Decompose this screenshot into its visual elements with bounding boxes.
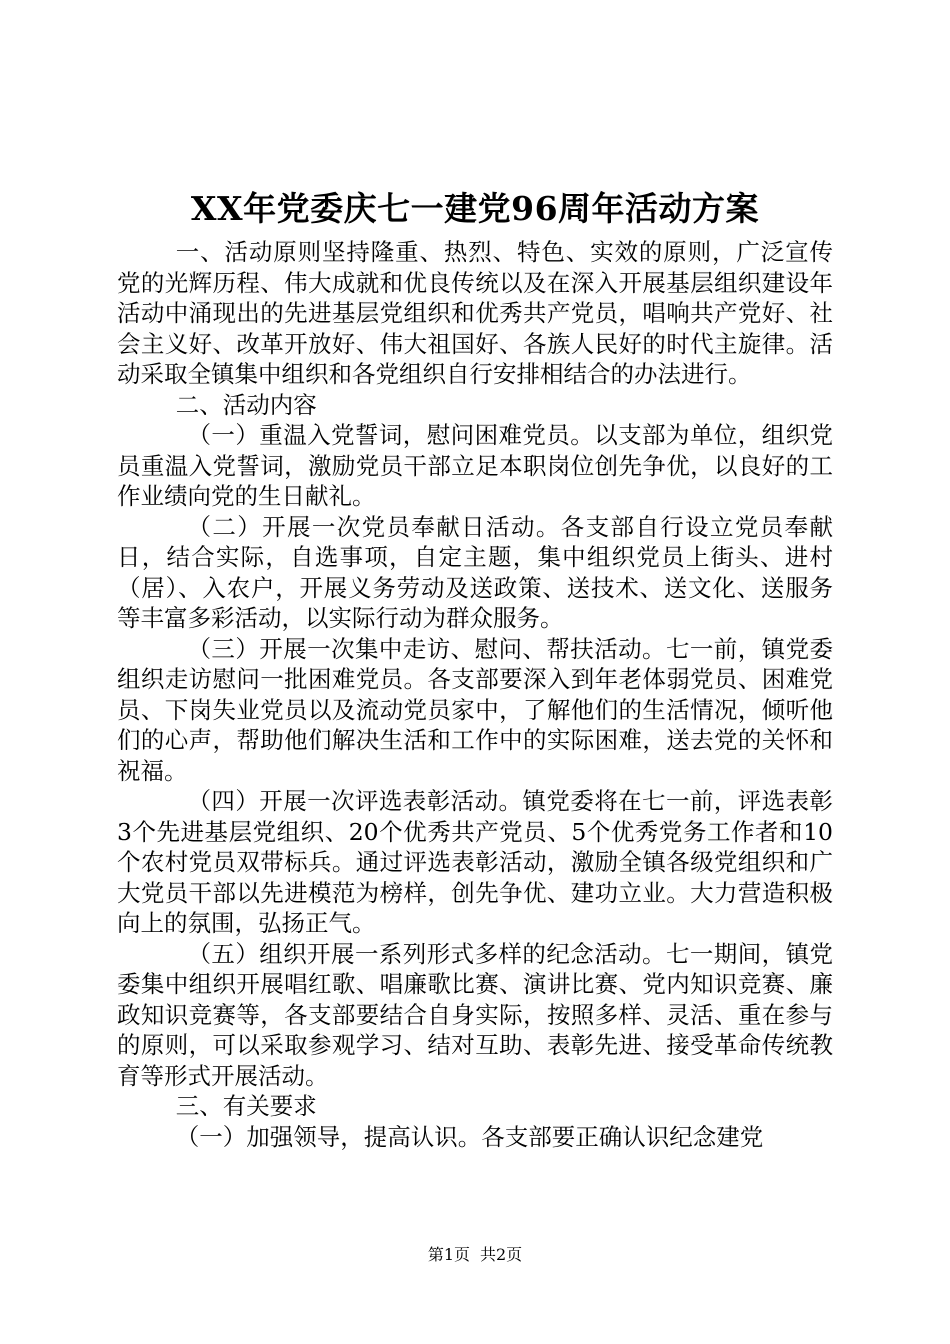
page-number-current: 第1页 bbox=[427, 1245, 470, 1264]
document-body bbox=[117, 237, 833, 1152]
page-number-total: 共2页 bbox=[480, 1245, 523, 1264]
document-title: XX年党委庆七一建党96周年活动方案 bbox=[190, 189, 760, 228]
paragraph-item-5: （五）组织开展一系列形式多样的纪念活动。七一期间，镇党委集中组织开展唱红歌、唱廉歌比赛、演讲比赛、党内知识竞赛、廉政知识竞赛等，各支部要结合自身实际，按照多样、灵活、重在参与的原则，可以采取参观学习、结对互助、表彰先进、接受革命传统教育等形式开展活动。 bbox=[117, 939, 833, 1090]
page-footer bbox=[0, 1244, 950, 1266]
section-heading-requirements: 三、有关要求 bbox=[175, 1092, 317, 1120]
paragraph-requirement-1: （一）加强领导，提高认识。各支部要正确认识纪念建党 bbox=[175, 1122, 764, 1151]
paragraph-item-1: （一）重温入党誓词，慰问困难党员。以支部为单位，组织党员重温入党誓词，激励党员干部立足本职岗位创先争优，以良好的工作业绩向党的生日献礼。 bbox=[117, 421, 833, 510]
section-heading-content: 二、活动内容 bbox=[175, 390, 317, 419]
paragraph-item-3: （三）开展一次集中走访、慰问、帮扶活动。七一前，镇党委组织走访慰问一批困难党员。各支部要深入到年老体弱党员、困难党员、下岗失业党员以及流动党员家中，了解他们的生活情况，倾听他们的心声，帮助他们解决生活和工作中的实际困难，送去党的关怀和祝福。 bbox=[117, 634, 833, 785]
paragraph-principles: 一、活动原则坚持隆重、热烈、特色、实效的原则，广泛宣传党的光辉历程、伟大成就和优良传统以及在深入开展基层组织建设年活动中涌现出的先进基层党组织和优秀共产党员，唱响共产党好、社会主义好、改革开放好、伟大祖国好、各族人民好的时代主旋律。活动采取全镇集中组织和各党组织自行安排相结合的办法进行。 bbox=[117, 238, 833, 388]
paragraph-item-4: （四）开展一次评选表彰活动。镇党委将在七一前，评选表彰3个先进基层党组织、20个优秀共产党员、5个优秀党务工作者和10个农村党员双带标兵。通过评选表彰活动，激励全镇各级党组织和广大党员干部以先进模范为榜样，创先争优、建功立业。大力营造积极向上的氛围，弘扬正气。 bbox=[117, 787, 833, 937]
paragraph-item-2: （二）开展一次党员奉献日活动。各支部自行设立党员奉献日，结合实际，自选事项，自定主题，集中组织党员上街头、进村（居）、入农户，开展义务劳动及送政策、送技术、送文化、送服务等丰富多彩活动，以实际行动为群众服务。 bbox=[117, 512, 833, 632]
